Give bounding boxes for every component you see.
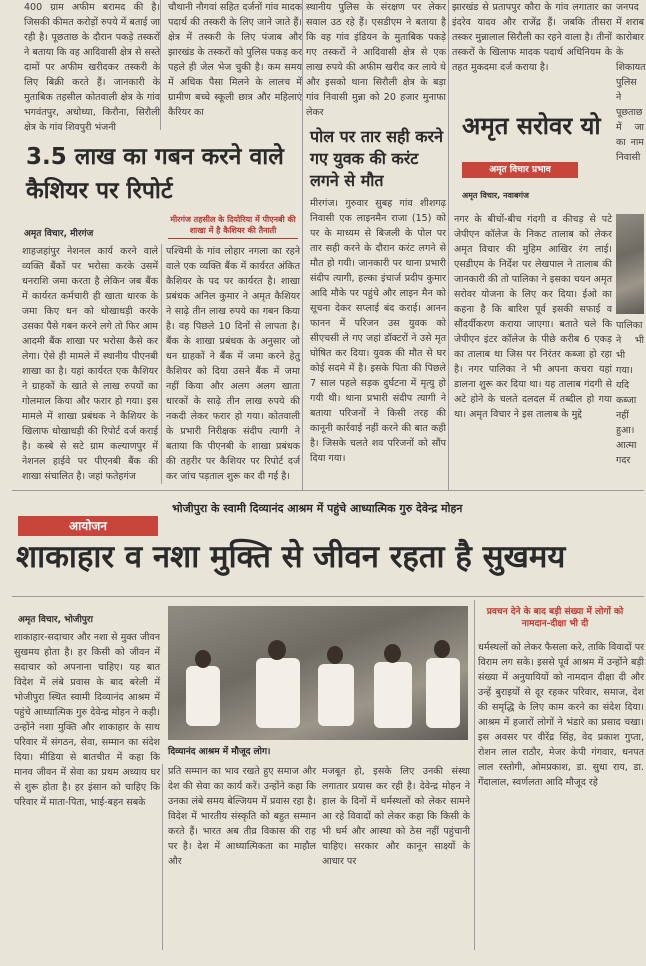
- top-article-col-3: स्थानीय पुलिस के संरक्षण पर लेकर सवाल उठ रहे हैं। एसडीएम ने बताया है कि वह गांव इंडियन के मुताबिक पकड़े गए तस्करों ने आदिवासी क्षेत्र से एक लाख रुपये की अफीम खरीद कर लाये थे और इसको थाना सिरौली क्षेत्र के बड़ा गांव निवासी मुन्ना को 20 हजार मुनाफा लेकर: [306, 2, 446, 118]
- column-divider: [162, 764, 163, 950]
- column-divider: [474, 600, 475, 950]
- section-label: आयोजन: [18, 516, 158, 536]
- story-col-1: शाहजहांपुर नेशनल कार्य करने वाले व्यक्ति बैंकों पर भरोसा करके उसमें धनराशि जमा करता है लेकिन जब बैंक में कार्यरत कर्मचारी ही खाता धारक के जमा किए धन को धोखाधड़ी करके उसका पैसे गबन करने लगे तो फिर आम आदमी बैंक शाखा पर भरोसा कैसे कर लेगा। ऐसे ही मामले में स्थानीय पीएनबी शाखा का है। यहां कार्यरत एक कैशियर ने ग्राहकों के खाते से लाख रुपयों का गोलमाल किया और फरार हो गया। इस मामले में शाखा प्रबंधक ने कैशियर के खिलाफ धोखाधड़ी की रिपोर्ट दर्ज कराई है। कस्बे से सटे ग्राम कल्याणपुर में नेशनल हाईवे पर पीएनबी बैंक की शाखा संचालित है। जहां फतेहगंज: [22, 246, 158, 482]
- story-headline: शाकाहार व नशा मुक्ति से जीवन रहता है सुखमय: [16, 539, 566, 575]
- top-article-col-1: 400 ग्राम अफीम बरामद की है। जिसकी कीमत करोड़ों रुपये में बताई जा रही है। पूछताछ के दौरान पकड़े तस्करों ने बताया कि वह आदिवासी क्षेत्र से सस्ते दामों पर अफीम खरीदकर तस्करी के लिए बिक्री करते हैं। जानकारी के मुताबिक तहसील कोतवाली क्षेत्र के गांव भगवंतपुर, अधोध्या, किरौना, सिरौली क्षेत्र के गांव शिवपुरी भंजनी: [24, 2, 160, 133]
- column-divider: [448, 0, 449, 490]
- story-headline: 3.5 लाख का गबन करने वाले कैशियर पर रिपोर्ट: [26, 144, 284, 204]
- story-body: मीरगंज। गुरुवार सुबह गांव शीशगढ़ निवासी एक लाइनमैन राजा (15) को पर के माध्यम से बिजली के पोल पर तार सही करने के दौरान करंट लगने से मौत हो गयी। जानकारी पर थाना प्रभारी संदीप त्यागी, हल्का इंचार्ज प्रदीप कुमार आदि मौके पर पहुंचे और लाइन मैन को सूचना देकर सप्लाई बंद कराई। आनन फानन में परिजन उस युवक को सीएचसी ले गए जहां डॉक्टरों ने उसे मृत घोषित कर दिया। युवक की मौत से घर कोई सदमे में है। इसके पिता की पिछले 7 साल पहले सड़क दुर्घटना में मृत्यु हो गयी थी। थाना प्रभारी संदीप त्यागी ने बताया परिजनों ने किसी तरह की कानूनी कार्रवाई नहीं करने की बात कही है। जिसके चलते शव परिजनों को सौंप दिया गया।: [310, 198, 446, 464]
- story-byline: अमृत विचार, भोजीपुरा: [18, 615, 93, 625]
- story-col-3: मजबूत हो, इसके लिए उनकी संस्था लगातार प्रयास कर रही है। देवेन्द्र मोहन ने हाल के दिनों में धर्मस्थलों को लेकर सामने आ रहे विवादों को लेकर कहा कि किसी के भी धर्म और आस्था को ठेस नहीं पहुंचानी चाहिए। सरकार और कानून साक्ष्यों के आधार पर: [322, 766, 470, 867]
- story-photo: [168, 606, 468, 740]
- story-byline: अमृत विचार, नवाबगंज: [462, 191, 529, 200]
- section-divider: [12, 596, 644, 597]
- story-col-2: पश्चिमी के गांव लोहार नगला का रहने वाले एक व्यक्ति बैंक में कार्यरत अंकित कैशियर के पद पर कार्यरत है। शाखा प्रबंधक अनिल कुमार ने अमृत कैशियर ने साढ़े तीन लाख रुपये का गबन किया है। वह पिछले 10 दिनों से लापता है। बैंक के शाखा प्रबंधक के अनुसार जो धन ग्राहकों ने बैंक में जमा करने हेतु कैशियर को दिया उसने बैंक में जमा नहीं किया और अलग अलग खाता धारकों के साढ़े तीन लाख रुपये की नकदी लेकर फरार हो गया। कोतवाली के प्रभारी निरीक्षक संदीप त्यागी ने बताया कि पीएनबी के शाखा प्रबंधक की तहरीर पर कैशियर पर रिपोर्ट दर्ज कर जांच पड़ताल शुरू कर दी गई है।: [166, 246, 300, 482]
- story-col-1: शाकाहार-सदाचार और नशा से मुक्त जीवन सुखमय होता है। हर किसी को जीवन में सदाचार को अपनाना चाहिए। यह बात विदेश में लंबे प्रवास के बाद बरेली में भोजीपुरा स्थित स्वामी दिव्यानंद आश्रम में पहुंचे आध्यात्मिक गुरु देवेन्द्र मोहन ने कही। उन्होंने नशा मुक्ति और शाकाहार के साथ परिवार में संगठन, सेवा, सम्मान का संदेश दिया। मीडिया से बातचीत में कहा कि मानव जीवन में सेवा का प्रथम अध्याय घर से शुरू होता है। हर इंसान को चाहिए कि परिवार में माता-पिता, भाई-बहन सबके: [14, 632, 160, 808]
- box-heading: प्रवचन देने के बाद बड़ी संख्या में लोगों को नामदान-दीक्षा भी दी: [486, 607, 624, 629]
- story-col-edge: पालिका ने भी भी गया। यदि कब्जा नहीं हुआ। आत्मा गदर: [616, 320, 644, 466]
- top-article-col-4: झारखंड से प्रतापपुर कौरा के गांव लगातार का इंदरेव यादव और राजेंद्र हैं। जबकि तीसरा तस्कर मुन्नालाल सिरौली का रहने वाला है। तीनों तस्करों के खिलाफ मादक पदार्थ अधिनियम के तहत मुकदमा दर्ज कराया है।: [452, 2, 612, 73]
- section-divider: [12, 490, 644, 491]
- story-photo: [616, 214, 644, 314]
- column-divider: [160, 0, 161, 130]
- story-col-2: प्रति सम्मान का भाव रखते हुए समाज और देश की सेवा का कार्य करें। उन्होंने कहा कि उनका लंबे समय बेल्जियम में प्रवास रहा है। विदेश में भारतीय संस्कृति को बहुत सम्मान करते हैं। भारत अब तीव्र विकास की राह पर है। देश में आध्यात्मिकता का माहौल और: [168, 766, 316, 867]
- top-article-col-5: जनपद में शराब कारोबार के शिकायत पुलिस ने पूछताछ में जा का नाम निवासी: [616, 2, 646, 163]
- story-headline: पोल पर तार सही करने गए युवक की करंट लगने से मौत: [310, 127, 443, 190]
- story-body: नगर के बीचों-बीच गंदगी व कीचड़ से पटे जेपीएन कॉलेज के निकट तालाब को लेकर अमृत विचार की मुहिम आखिर रंग लाई। एसडीएम के निर्देश पर लेखपाल ने तालाब की जानकारी की तो पालिका ने इसका चयन अमृत सरोवर योजना के लिए कर दिया। ईओ का कहना है कि बारिश पूर्व इसकी सफाई व सौंदर्यीकरण कराया जाएगा। बताते चले कि जेपीएन इंटर कॉलेज के पीछे करीब 6 एकड़ का तालाब था जिस पर निरंतर कब्जा हो रहा है। नगर पालिका ने भी अपना कचरा यहां डालना शुरू कर दिया था। यह तालाब गंदगी से अटे होने के चलते दलदल में तब्दील हो गया था। अमृत विचार ने इस तालाब के मुद्दे: [454, 214, 612, 420]
- story-subhead: मीरगंज तहसील के दियोरिया में पीएनबी की शाखा में है कैशियर की तैनाती: [168, 214, 298, 239]
- section-label: अमृत विचार प्रभाव: [462, 162, 578, 178]
- story-col-4: धर्मस्थलों को लेकर फैसला करे, ताकि विवादों पर विराम लग सके। इससे पूर्व आश्रम में उन्होंने बड़ी संख्या में अनुयायियों को नामदान दीक्षा दी और उन्हें बुराइयों से दूर रहकर परिवार, समाज, देश की समृद्धि के लिए काम करने का संदेश दिया। आश्रम में हजारों लोगों ने भंडारे का प्रसाद चखा। इस अवसर पर वीरेंद्र सिंह, वेद प्रकाश गुप्ता, रोशन लाल राठौर, मेजर केपी गंगवार, धनपत लाल रस्तोगी, ओमप्रकाश, डा. सुधा राय, डा. गेंदालाल, स्वर्णलता आदि मौजूद रहे: [478, 642, 644, 788]
- story-kicker: भोजीपुरा के स्वामी दिव्यानंद आश्रम में पहुंचे आध्यात्मिक गुरु देवेन्द्र मोहन: [172, 502, 463, 515]
- top-article-col-2: चौथानी नौगवां सहित दर्जनों गांव मादक पदार्थ की तस्करी के लिए जाने जाते हैं। क्षेत्र में तस्करी के लिए पंजाब और झारखंड के तस्करों को पुलिस पकड़ कर पहले ही जेल भेज चुकी है। कम समय में अधिक पैसा मिलने के लालच में ग्रामीण बच्चे स्कूली छात्र और महिलाएं कैरियर का: [168, 2, 302, 118]
- photo-caption: दिव्यानंद आश्रम में मौजूद लोग।: [168, 747, 271, 757]
- story-byline: अमृत विचार, मीरगंज: [24, 229, 94, 239]
- column-divider: [302, 0, 303, 490]
- column-divider: [161, 244, 162, 484]
- story-headline: अमृत सरोवर यो: [462, 112, 601, 140]
